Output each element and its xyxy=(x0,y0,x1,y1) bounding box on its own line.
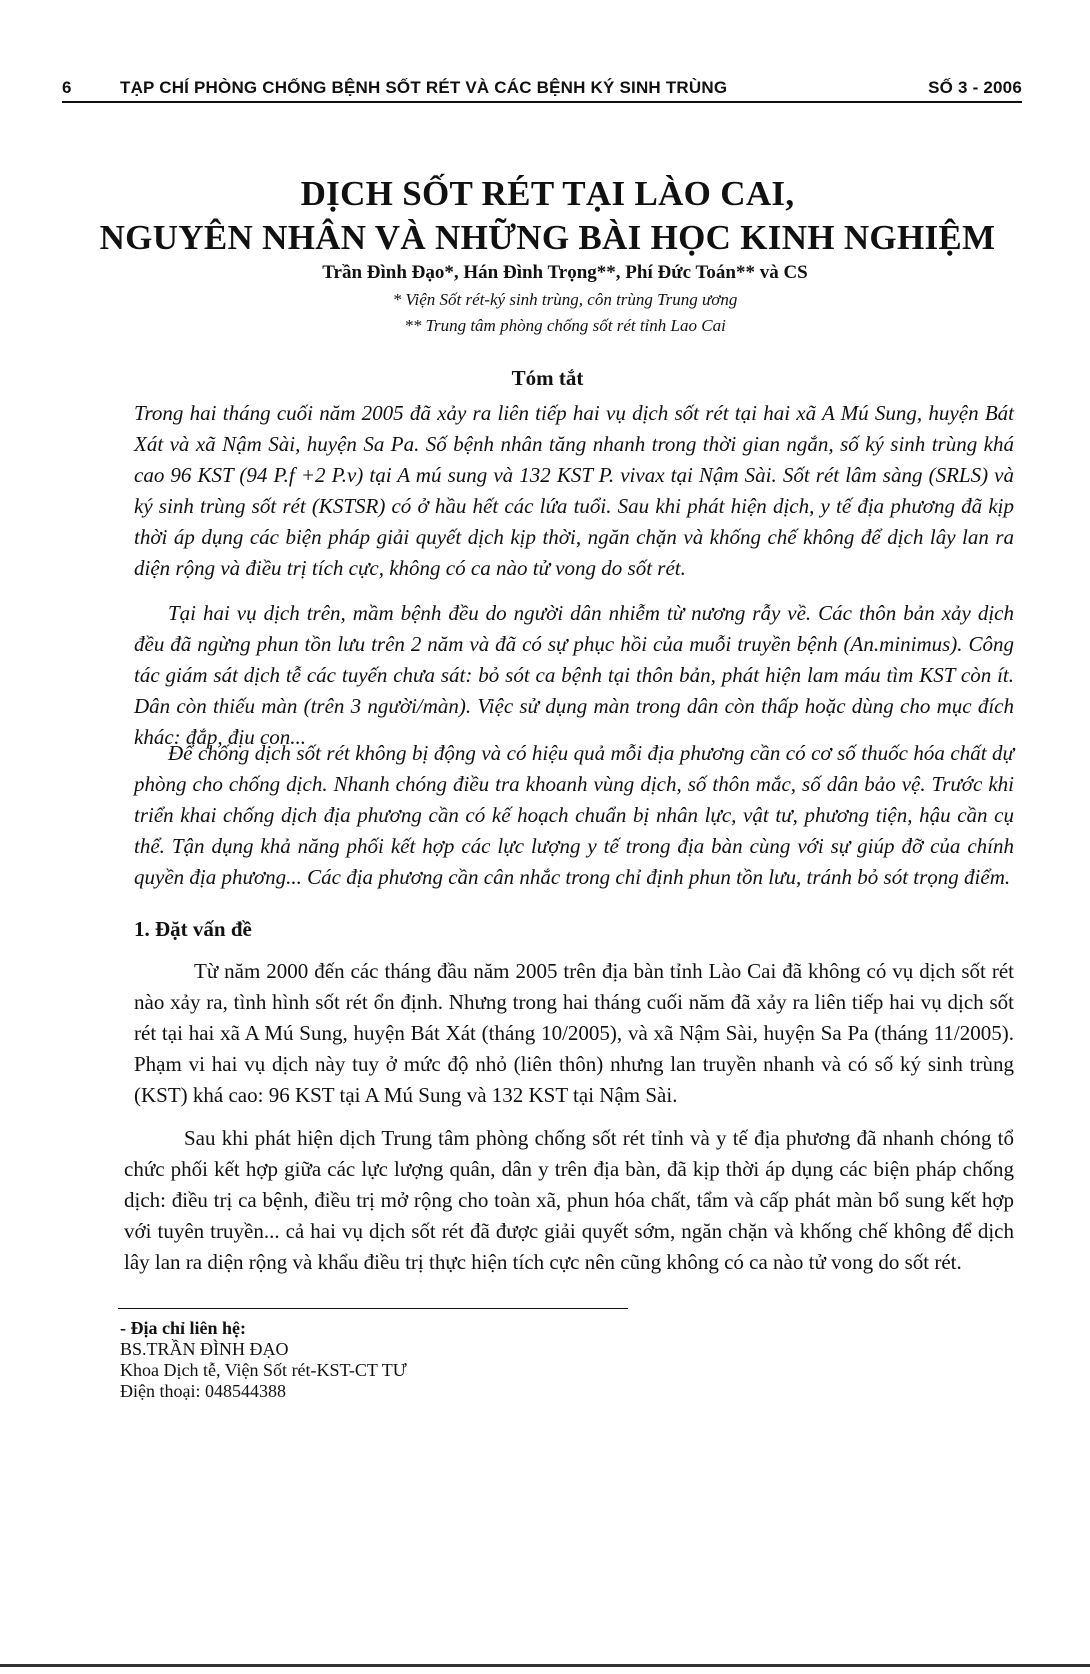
title-line-1: DỊCH SỐT RÉT TẠI LÀO CAI, xyxy=(300,174,795,213)
body-paragraph-1: Từ năm 2000 đến các tháng đầu năm 2005 trên địa bàn tỉnh Lào Cai đã không có vụ dịch sốt rét nào xảy ra, tình hình sốt rét ổn định. Nhưng trong hai tháng cuối năm đã xảy ra liên tiếp hai vụ dịch sốt rét tại hai xã A Mú Sung, huyện Bát Xát (tháng 10/2005), và xã Nậm Sài, huyện Sa Pa (tháng 11/2005). Phạm vi hai vụ dịch này tuy ở mức độ nhỏ (liên thôn) nhưng lan truyền nhanh và có số ký sinh trùng (KST) khá cao: 96 KST tại A Mú Sung và 132 KST tại Nậm Sài. xyxy=(134,959,1014,1107)
contact-phone: Điện thoại: 048544388 xyxy=(120,1381,286,1401)
issue-number: SỐ 3 - 2006 xyxy=(928,78,1022,97)
footnote-divider xyxy=(118,1308,628,1309)
affiliation-2: ** Trung tâm phòng chống sốt rét tỉnh Lao Cai xyxy=(404,316,726,335)
article-title xyxy=(80,172,1015,260)
contact-footnote xyxy=(120,1318,640,1402)
abstract-paragraph-2: Tại hai vụ dịch trên, mầm bệnh đều do người dân nhiễm từ nương rẫy về. Các thôn bản xảy dịch đều đã ngừng phun tồn lưu trên 2 năm và đã có sự phục hồi của muỗi truyền bệnh (An.minimus). Công tác giám sát dịch tễ các tuyến chưa sát: bỏ sót ca bệnh tại thôn bản, phát hiện lam máu tìm KST còn ít. Dân còn thiếu màn (trên 3 người/màn). Việc sử dụng màn trong dân còn thấp hoặc dùng cho mục đích khác: đắp, địu con... xyxy=(134,601,1014,749)
running-header xyxy=(62,78,1022,103)
page-number: 6 xyxy=(62,78,72,97)
abstract-heading: Tóm tắt xyxy=(511,366,584,390)
section-heading: 1. Đặt vấn đề xyxy=(134,917,252,941)
body-paragraph-2: Sau khi phát hiện dịch Trung tâm phòng chống sốt rét tỉnh và y tế địa phương đã nhanh chóng tổ chức phối kết hợp giữa các lực lượng quân, dân y trên địa bàn, đã kịp thời áp dụng các biện pháp chống dịch: điều trị ca bệnh, điều trị mở rộng cho toàn xã, phun hóa chất, tẩm và cấp phát màn bổ sung kết hợp với tuyên truyền... cả hai vụ dịch sốt rét đã được giải quyết sớm, ngăn chặn và khống chế không để dịch lây lan ra diện rộng và khẩu điều trị thực hiện tích cực nên cũng không có ca nào tử vong do sốt rét. xyxy=(124,1126,1014,1274)
contact-label: - Địa chỉ liên hệ: xyxy=(120,1318,246,1338)
affiliation-1: * Viện Sốt rét-ký sinh trùng, côn trùng Trung ương xyxy=(392,290,738,309)
abstract-paragraph-3: Để chống dịch sốt rét không bị động và có hiệu quả mỗi địa phương cần có cơ số thuốc hóa chất dự phòng cho chống dịch. Nhanh chóng điều tra khoanh vùng dịch, số thôn mắc, số dân bảo vệ. Trước khi triển khai chống dịch địa phương cần có kế hoạch chuẩn bị nhân lực, vật tư, phương tiện, hậu cần cụ thể. Tận dụng khả năng phối kết hợp các lực lượng y tế trong địa bàn cùng với sự giúp đỡ của chính quyền địa phương... Các địa phương cần cân nhắc trong chỉ định phun tồn lưu, tránh bỏ sót trọng điểm. xyxy=(134,741,1014,889)
page-bottom-rule xyxy=(0,1664,1090,1667)
contact-department: Khoa Dịch tễ, Viện Sốt rét-KST-CT TƯ xyxy=(120,1360,407,1380)
title-line-2: NGUYÊN NHÂN VÀ NHỮNG BÀI HỌC KINH NGHIỆM xyxy=(99,218,996,257)
journal-name: TẠP CHÍ PHÒNG CHỐNG BỆNH SỐT RÉT VÀ CÁC BỆNH KÝ SINH TRÙNG xyxy=(120,78,728,97)
author-list: Trần Đình Đạo*, Hán Đình Trọng**, Phí Đức Toán** và CS xyxy=(322,262,808,283)
abstract-paragraph-1: Trong hai tháng cuối năm 2005 đã xảy ra liên tiếp hai vụ dịch sốt rét tại hai xã A Mú Sung, huyện Bát Xát và xã Nậm Sài, huyện Sa Pa. Số bệnh nhân tăng nhanh trong thời gian ngắn, số ký sinh trùng khá cao 96 KST (94 P.f +2 P.v) tại A mú sung và 132 KST P. vivax tại Nậm Sài. Sốt rét lâm sàng (SRLS) và ký sinh trùng sốt rét (KSTSR) có ở hầu hết các lứa tuổi. Sau khi phát hiện dịch, y tế địa phương đã kịp thời áp dụng các biện pháp giải quyết dịch kịp thời, ngăn chặn và khống chế không để dịch lây lan ra diện rộng và điều trị tích cực, không có ca nào tử vong do sốt rét. xyxy=(134,401,1014,580)
contact-name: BS.TRẦN ĐÌNH ĐẠO xyxy=(120,1339,289,1359)
